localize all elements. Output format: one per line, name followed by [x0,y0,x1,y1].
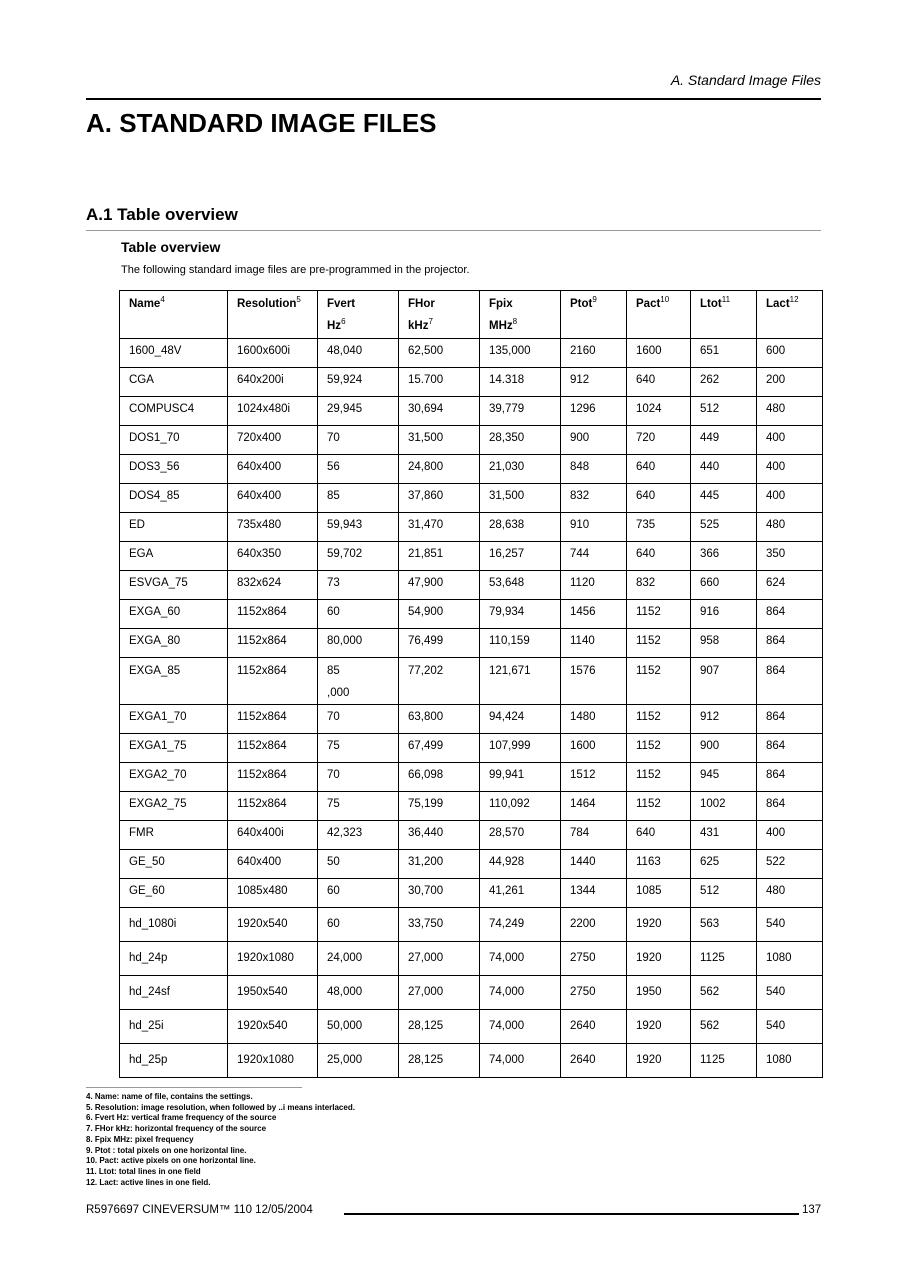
table-cell: 640x200i [228,368,318,397]
footnote: 8. Fpix MHz: pixel frequency [86,1134,194,1144]
table-cell: 1920x540 [228,908,318,942]
table-cell: 1344 [561,879,627,908]
table-cell: 50 [318,850,399,879]
table-cell: 75 [318,792,399,821]
footnote-ref: 7 [428,317,433,326]
footnote: 10. Pact: active pixels on one horizontal line. [86,1156,256,1166]
table-cell: 563 [691,908,757,942]
table-row [120,908,823,942]
table-cell: 832 [561,484,627,513]
table-cell: 1576 [561,658,627,705]
table-cell: 1140 [561,629,627,658]
table-cell: 28,125 [399,1010,480,1044]
table-cell: 350 [757,542,823,571]
table-cell: 1152x864 [228,629,318,658]
table-cell: 431 [691,821,757,850]
table-cell: 625 [691,850,757,879]
table-cell: EXGA_85 [120,658,228,705]
table-cell: GE_60 [120,879,228,908]
table-row [120,658,823,705]
table-cell: 2200 [561,908,627,942]
table-cell: 1024 [627,397,691,426]
column-header [120,291,228,339]
table-cell: 720x400 [228,426,318,455]
table-row [120,571,823,600]
table-cell: 400 [757,455,823,484]
table-cell: 33,750 [399,908,480,942]
table-cell: hd_24sf [120,976,228,1010]
table-cell: 60 [318,908,399,942]
table-cell: 1456 [561,600,627,629]
table-row [120,879,823,908]
table-cell: EXGA1_70 [120,705,228,734]
table-cell: 30,700 [399,879,480,908]
table-cell: 31,500 [480,484,561,513]
column-header-label: Ltot [700,298,722,310]
table-row [120,734,823,763]
table-cell: 76,499 [399,629,480,658]
table-cell: 110,092 [480,792,561,821]
table-cell: 1296 [561,397,627,426]
table-row [120,850,823,879]
column-header [399,291,480,339]
table-cell: 75 [318,734,399,763]
table-cell: EXGA2_75 [120,792,228,821]
table-cell: DOS3_56 [120,455,228,484]
table-cell: 135,000 [480,339,561,368]
table-cell: 67,499 [399,734,480,763]
column-header-label: Pact [636,298,661,310]
column-header [228,291,318,339]
table-cell: 74,000 [480,942,561,976]
table-cell: 15.700 [399,368,480,397]
table-cell: 1163 [627,850,691,879]
table-cell: 512 [691,879,757,908]
footnote-ref: 6 [341,317,346,326]
table-cell: 640x350 [228,542,318,571]
table-cell: 562 [691,976,757,1010]
table-row [120,455,823,484]
table-cell: 1024x480i [228,397,318,426]
table-cell: 28,125 [399,1044,480,1078]
table-cell: 640x400 [228,455,318,484]
table-cell: 1152 [627,658,691,705]
table-row [120,792,823,821]
column-header-label: FHor [408,298,435,310]
table-cell: 74,249 [480,908,561,942]
table-cell: 400 [757,484,823,513]
table-cell: 16,257 [480,542,561,571]
footnote: 4. Name: name of file, contains the settings. [86,1092,253,1101]
table-cell: 864 [757,734,823,763]
table-cell: 1085x480 [228,879,318,908]
table-cell: 1950x540 [228,976,318,1010]
table-cell: 440 [691,455,757,484]
table-cell: ED [120,513,228,542]
table-row [120,397,823,426]
table-cell: FMR [120,821,228,850]
table-cell: 59,702 [318,542,399,571]
table-cell: 1152x864 [228,734,318,763]
table-cell: 70 [318,705,399,734]
table-cell: 1152x864 [228,658,318,705]
table-cell: 2750 [561,942,627,976]
table-cell: 540 [757,976,823,1010]
footnotes [86,1092,355,1188]
table-cell: 1152 [627,705,691,734]
table-row [120,513,823,542]
table-cell: ESVGA_75 [120,571,228,600]
table-cell: 1152 [627,763,691,792]
table-cell: 21,030 [480,455,561,484]
table-cell: 1920x1080 [228,942,318,976]
column-header [627,291,691,339]
table-cell: 80,000 [318,629,399,658]
table-row [120,942,823,976]
table-cell: 522 [757,850,823,879]
table-cell: 400 [757,426,823,455]
table-cell: 640x400 [228,484,318,513]
table-header-row [120,291,823,339]
table-cell: 640 [627,368,691,397]
table-cell: 54,900 [399,600,480,629]
table-cell: 1600_48V [120,339,228,368]
table-cell: 28,638 [480,513,561,542]
table-cell: 2640 [561,1044,627,1078]
table-cell: 832 [627,571,691,600]
table-cell: 73 [318,571,399,600]
table-cell: 74,000 [480,976,561,1010]
table-cell: 25,000 [318,1044,399,1078]
table-cell: 1152x864 [228,705,318,734]
table-cell: 1920 [627,908,691,942]
table-cell: 121,671 [480,658,561,705]
table-cell: 1920 [627,1044,691,1078]
table-row [120,821,823,850]
table-cell: 24,800 [399,455,480,484]
table-cell: 720 [627,426,691,455]
table-cell: 900 [691,734,757,763]
table-cell: 640 [627,821,691,850]
table-cell: 540 [757,908,823,942]
table-cell: 85 ,000 [318,658,399,705]
table-cell: 512 [691,397,757,426]
table-cell: 79,934 [480,600,561,629]
table-cell: 445 [691,484,757,513]
table-cell: 42,323 [318,821,399,850]
table-cell: 99,941 [480,763,561,792]
footnote: 7. FHor kHz: horizontal frequency of the source [86,1124,267,1134]
table-cell: 74,000 [480,1010,561,1044]
table-cell: 864 [757,658,823,705]
table-cell: 864 [757,629,823,658]
section-rule [86,230,821,231]
table-cell: EXGA1_75 [120,734,228,763]
footnote: 5. Resolution: image resolution, when followed by ..i means interlaced. [86,1102,355,1112]
table-cell: 31,470 [399,513,480,542]
table-cell: 29,945 [318,397,399,426]
table-cell: 1920 [627,942,691,976]
column-header-unit: MHz [489,320,513,332]
table-cell: 1152 [627,629,691,658]
table-cell: 1080 [757,942,823,976]
table-cell: hd_25p [120,1044,228,1078]
subsection-title: Table overview [121,239,221,255]
column-header [318,291,399,339]
table-cell: 75,199 [399,792,480,821]
table-cell: 640 [627,542,691,571]
column-header-label: Fvert [327,298,356,310]
column-header-label: Fpix [489,298,513,310]
table-cell: 1152 [627,734,691,763]
table-cell: CGA [120,368,228,397]
table-row [120,542,823,571]
table-cell: 651 [691,339,757,368]
table-cell: hd_25i [120,1010,228,1044]
table-cell: hd_24p [120,942,228,976]
table-cell: 70 [318,763,399,792]
table-cell: 400 [757,821,823,850]
footer-document-id: R5976697 CINEVERSUM™ 110 12/05/2004 [86,1204,313,1216]
footnote: 6. Fvert Hz: vertical frame frequency of the source [86,1113,277,1123]
header-rule [86,98,821,100]
footnote-ref: 10 [660,295,670,304]
table-row [120,976,823,1010]
table-cell: 864 [757,600,823,629]
table-cell: DOS1_70 [120,426,228,455]
table-cell: 62,500 [399,339,480,368]
footer-rule [344,1213,799,1215]
table-cell: 60 [318,600,399,629]
table-cell: 449 [691,426,757,455]
table-cell: EXGA_80 [120,629,228,658]
table-cell: 784 [561,821,627,850]
page-number: 137 [802,1204,822,1216]
table-cell: 56 [318,455,399,484]
intro-paragraph: The following standard image files are pre-programmed in the projector. [121,264,470,276]
table-cell: 85 [318,484,399,513]
table-row [120,484,823,513]
table-cell: EGA [120,542,228,571]
table-cell: 63,800 [399,705,480,734]
table-cell: 44,928 [480,850,561,879]
table-cell: 848 [561,455,627,484]
column-header-unit: kHz [408,320,429,332]
table-cell: 540 [757,1010,823,1044]
table-cell: 735x480 [228,513,318,542]
table-cell: 1125 [691,942,757,976]
column-header-label: Name [129,298,161,310]
table-cell: 744 [561,542,627,571]
table-cell: 1120 [561,571,627,600]
table-cell: COMPUSC4 [120,397,228,426]
table-row [120,368,823,397]
table-cell: 1152x864 [228,763,318,792]
footnote-ref: 9 [592,295,597,304]
table-cell: 94,424 [480,705,561,734]
table-cell: 640 [627,455,691,484]
table-cell: 916 [691,600,757,629]
table-cell: 480 [757,513,823,542]
table-cell: 1920x540 [228,1010,318,1044]
table-cell: 31,200 [399,850,480,879]
table-cell: 1080 [757,1044,823,1078]
table-row [120,1044,823,1078]
table-cell: 1480 [561,705,627,734]
column-header-label: Resolution [237,298,297,310]
table-body [120,339,823,1078]
footnote: 9. Ptot : total pixels on one horizontal line. [86,1145,247,1155]
table-cell: 28,350 [480,426,561,455]
table-cell: 1152 [627,600,691,629]
table-cell: 366 [691,542,757,571]
table-cell: 2640 [561,1010,627,1044]
table-cell: 832x624 [228,571,318,600]
table-cell: 1002 [691,792,757,821]
table-cell: 66,098 [399,763,480,792]
table-cell: DOS4_85 [120,484,228,513]
footnote-ref: 11 [721,295,731,304]
table-cell: 600 [757,339,823,368]
table-cell: 59,924 [318,368,399,397]
table-cell: 1600x600i [228,339,318,368]
table-cell: 107,999 [480,734,561,763]
chapter-title: A. STANDARD IMAGE FILES [86,108,437,138]
table-cell: 77,202 [399,658,480,705]
table-cell: 1600 [561,734,627,763]
table-cell: 27,000 [399,976,480,1010]
table-cell: 480 [757,879,823,908]
table-cell: GE_50 [120,850,228,879]
table-cell: 14.318 [480,368,561,397]
table-cell: 1085 [627,879,691,908]
table-cell: 262 [691,368,757,397]
table-cell: hd_1080i [120,908,228,942]
table-cell: 59,943 [318,513,399,542]
table-cell: 50,000 [318,1010,399,1044]
table-cell: 864 [757,763,823,792]
table-row [120,705,823,734]
footnote: 12. Lact: active lines in one field. [86,1177,211,1187]
table-cell: 70 [318,426,399,455]
footnote-ref: 5 [296,295,301,304]
table-row [120,1010,823,1044]
table-cell: 910 [561,513,627,542]
table-cell: 1152 [627,792,691,821]
table-cell: 864 [757,792,823,821]
table-cell: 1950 [627,976,691,1010]
table-cell: 1464 [561,792,627,821]
table-cell: 30,694 [399,397,480,426]
column-header [691,291,757,339]
table-row [120,339,823,368]
table-cell: 28,570 [480,821,561,850]
table-cell: 660 [691,571,757,600]
table-cell: 640x400 [228,850,318,879]
footnote-rule [86,1087,302,1088]
table-cell: EXGA_60 [120,600,228,629]
table-cell: 624 [757,571,823,600]
section-title: A.1 Table overview [86,205,238,224]
table-cell: 1920 [627,1010,691,1044]
table-row [120,763,823,792]
column-header-unit: Hz [327,320,342,332]
table-cell: 53,648 [480,571,561,600]
table-cell: 110,159 [480,629,561,658]
footnote-ref: 12 [789,295,799,304]
table-cell: 48,000 [318,976,399,1010]
table-cell: EXGA2_70 [120,763,228,792]
table-cell: 958 [691,629,757,658]
table-cell: 1920x1080 [228,1044,318,1078]
table-cell: 27,000 [399,942,480,976]
footnote: 11. Ltot: total lines in one field [86,1166,201,1176]
table-cell: 907 [691,658,757,705]
table-cell: 37,860 [399,484,480,513]
table-row [120,600,823,629]
column-header [757,291,823,339]
table-cell: 912 [561,368,627,397]
table-row [120,426,823,455]
column-header-label: Ptot [570,298,593,310]
image-files-table [119,290,823,1078]
column-header [561,291,627,339]
table-cell: 1152x864 [228,600,318,629]
table-cell: 21,851 [399,542,480,571]
table-cell: 60 [318,879,399,908]
footnote-ref: 4 [160,295,165,304]
table-row [120,629,823,658]
table-cell: 1600 [627,339,691,368]
table-cell: 39,779 [480,397,561,426]
table-cell: 912 [691,705,757,734]
table-cell: 36,440 [399,821,480,850]
column-header [480,291,561,339]
table-cell: 1125 [691,1044,757,1078]
table-cell: 945 [691,763,757,792]
table-cell: 31,500 [399,426,480,455]
table-cell: 900 [561,426,627,455]
table-cell: 864 [757,705,823,734]
table-cell: 525 [691,513,757,542]
table-cell: 2160 [561,339,627,368]
table-cell: 24,000 [318,942,399,976]
table-cell: 640 [627,484,691,513]
running-header: A. Standard Image Files [670,72,821,88]
table-cell: 47,900 [399,571,480,600]
table-cell: 2750 [561,976,627,1010]
footnote-ref: 8 [512,317,518,326]
table-cell: 562 [691,1010,757,1044]
table-cell: 1440 [561,850,627,879]
table-cell: 41,261 [480,879,561,908]
table-cell: 48,040 [318,339,399,368]
table-cell: 1152x864 [228,792,318,821]
table-cell: 1512 [561,763,627,792]
table-cell: 735 [627,513,691,542]
table-cell: 200 [757,368,823,397]
table-cell: 480 [757,397,823,426]
table-cell: 74,000 [480,1044,561,1078]
table-cell: 640x400i [228,821,318,850]
column-header-label: Lact [766,298,790,310]
